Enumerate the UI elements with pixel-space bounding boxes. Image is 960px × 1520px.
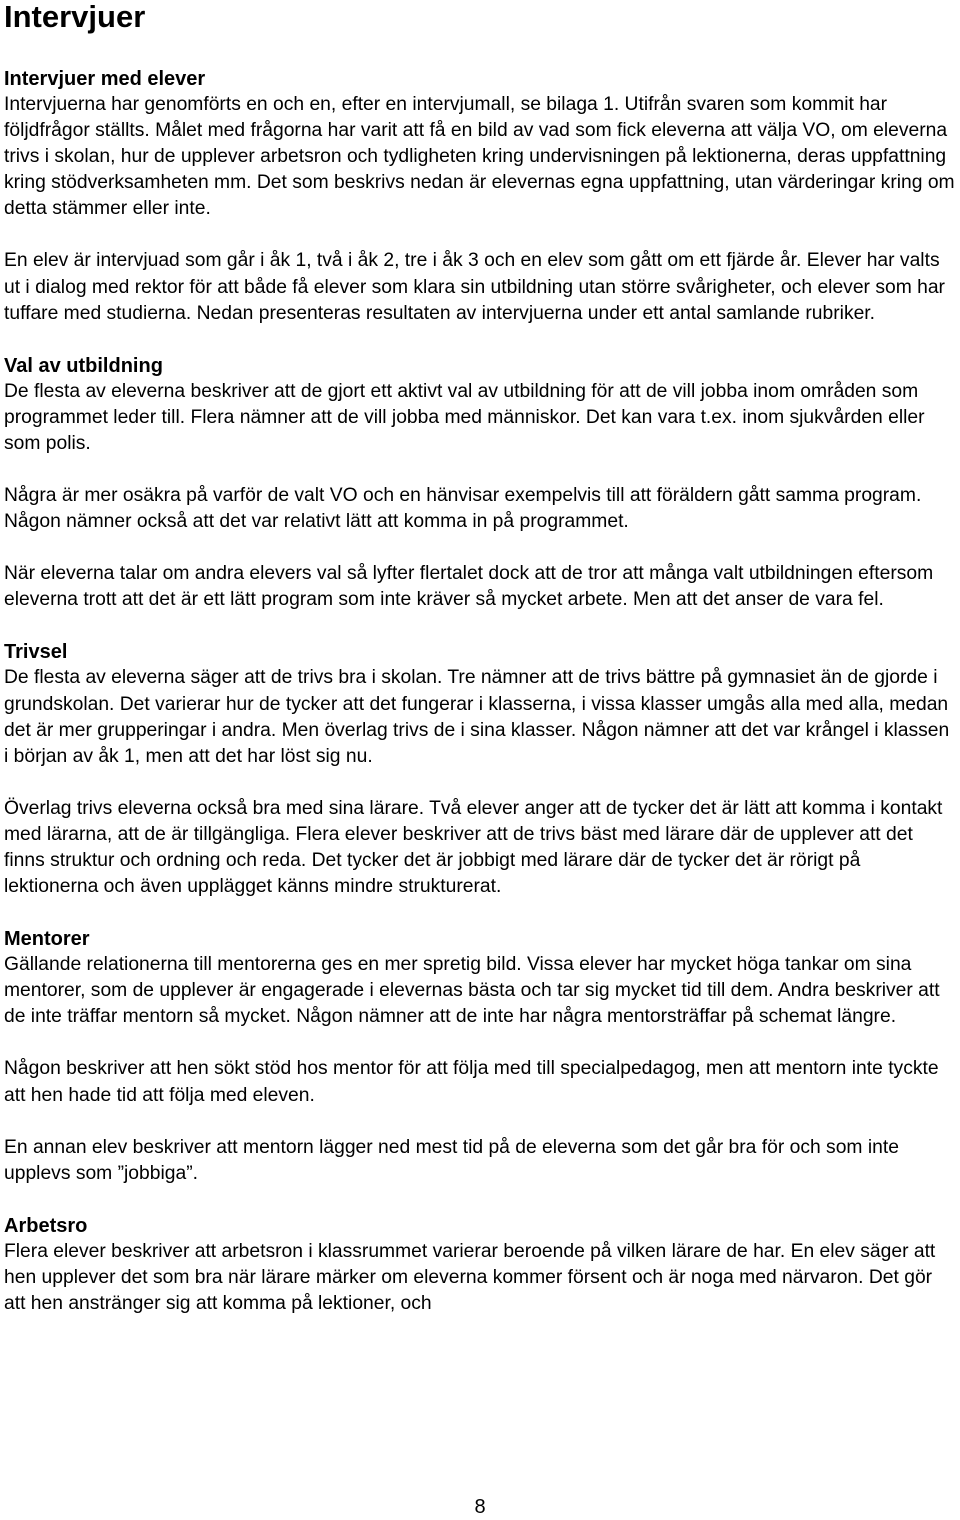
section-subtitle: Intervjuer med elever xyxy=(4,68,206,90)
paragraph: Gällande relationerna till mentorerna ges en mer spretig bild. Vissa elever har mycket höga tankar om sina mentorer, som de upplever är engagerade i elevernas bästa och tar sig mycket tid till dem. Andra beskriver att de inte träffar mentorn så mycket. Någon nämner att de inte har några mentorsträffar på schemat längre. xyxy=(4,954,940,1028)
paragraph: Någon beskriver att hen sökt stöd hos mentor för att följa med till specialpedagog, men att mentorn inte tyckte att hen hade tid att följa med eleven. xyxy=(4,1058,939,1106)
heading-mentorer: Mentorer xyxy=(4,928,90,951)
heading-trivsel: Trivsel xyxy=(4,641,68,664)
paragraph: Några är mer osäkra på varför de valt VO och en hänvisar exempelvis till att föräldern gått samma program. Någon nämner också att det var relativt lätt att komma in på programmet. xyxy=(4,485,922,533)
intro-paragraph-1: Intervjuerna har genomförts en och en, efter en intervjumall, se bilaga 1. Utifrån svaren som kommit har följdfrågor ställts. Målet med frågorna har varit att få en bild av vad som fick eleverna att välja VO, om eleverna trivs i skolan, hur de upplever arbetsron och tydligheten kring undervisningen på lektionerna, deras uppfattning kring stödverksamheten mm. Det som beskrivs nedan är elevernas egna uppfattning, utan värderingar kring om detta stämmer eller inte. xyxy=(4,94,955,220)
page-number: 8 xyxy=(474,1496,486,1518)
paragraph: En annan elev beskriver att mentorn lägger ned mest tid på de eleverna som det går bra för och som inte upplevs som ”jobbiga”. xyxy=(4,1136,899,1184)
intro-paragraph-2: En elev är intervjuad som går i åk 1, två i åk 2, tre i åk 3 och en elev som gått om ett fjärde år. Elever har valts ut i dialog med rektor för att både få elever som klara sin utbildning utan större svårigheter, och elever som har tuffare med studierna. Nedan presenteras resultaten av intervjuerna under ett antal samlande rubriker. xyxy=(4,250,945,324)
paragraph: Överlag trivs eleverna också bra med sina lärare. Två elever anger att de tycker det är lätt att komma i kontakt med lärarna, att de är tillgängliga. Flera elever beskriver att de trivs bäst med lärare där de upplever att det finns struktur och ordning och reda. Det tycker det är jobbigt med lärare där de tycker det är rörigt på lektionerna och även upplägget känns mindre strukturerat. xyxy=(4,797,943,898)
page-title: Intervjuer xyxy=(4,0,146,34)
paragraph: De flesta av eleverna beskriver att de gjort ett aktivt val av utbildning för att de vill jobba inom områden som programmet leder till. Flera nämner att de vill jobba med människor. Det kan vara t.ex. inom sjukvården eller som polis. xyxy=(4,380,925,454)
paragraph: De flesta av eleverna säger att de trivs bra i skolan. Tre nämner att de trivs bättre på gymnasiet än de gjorde i grundskolan. Det varierar hur de tycker att det fungerar i klasserna, i vissa klasser umgås alla med alla, medan det är mer grupperingar i andra. Men överlag trivs de i sina klasser. Någon nämner att det var krångel i klassen i början av åk 1, men att det har löst sig nu. xyxy=(4,667,950,767)
heading-arbetsro: Arbetsro xyxy=(4,1214,88,1237)
document-page xyxy=(4,0,956,1317)
paragraph: När eleverna talar om andra elevers val så lyfter flertalet dock att de tror att många valt utbildningen eftersom eleverna trott att det är ett lätt program som inte kräver så mycket arbete. Men att det anser de vara fel. xyxy=(4,563,934,611)
heading-val-av-utbildning: Val av utbildning xyxy=(4,354,163,377)
paragraph: Flera elever beskriver att arbetsron i klassrummet varierar beroende på vilken lärare de har. En elev säger att hen upplever det som bra när lärare märker om eleverna kommer försent och är noga med närvaron. Det gör att hen anstränger sig att komma på lektioner, och xyxy=(4,1240,936,1314)
